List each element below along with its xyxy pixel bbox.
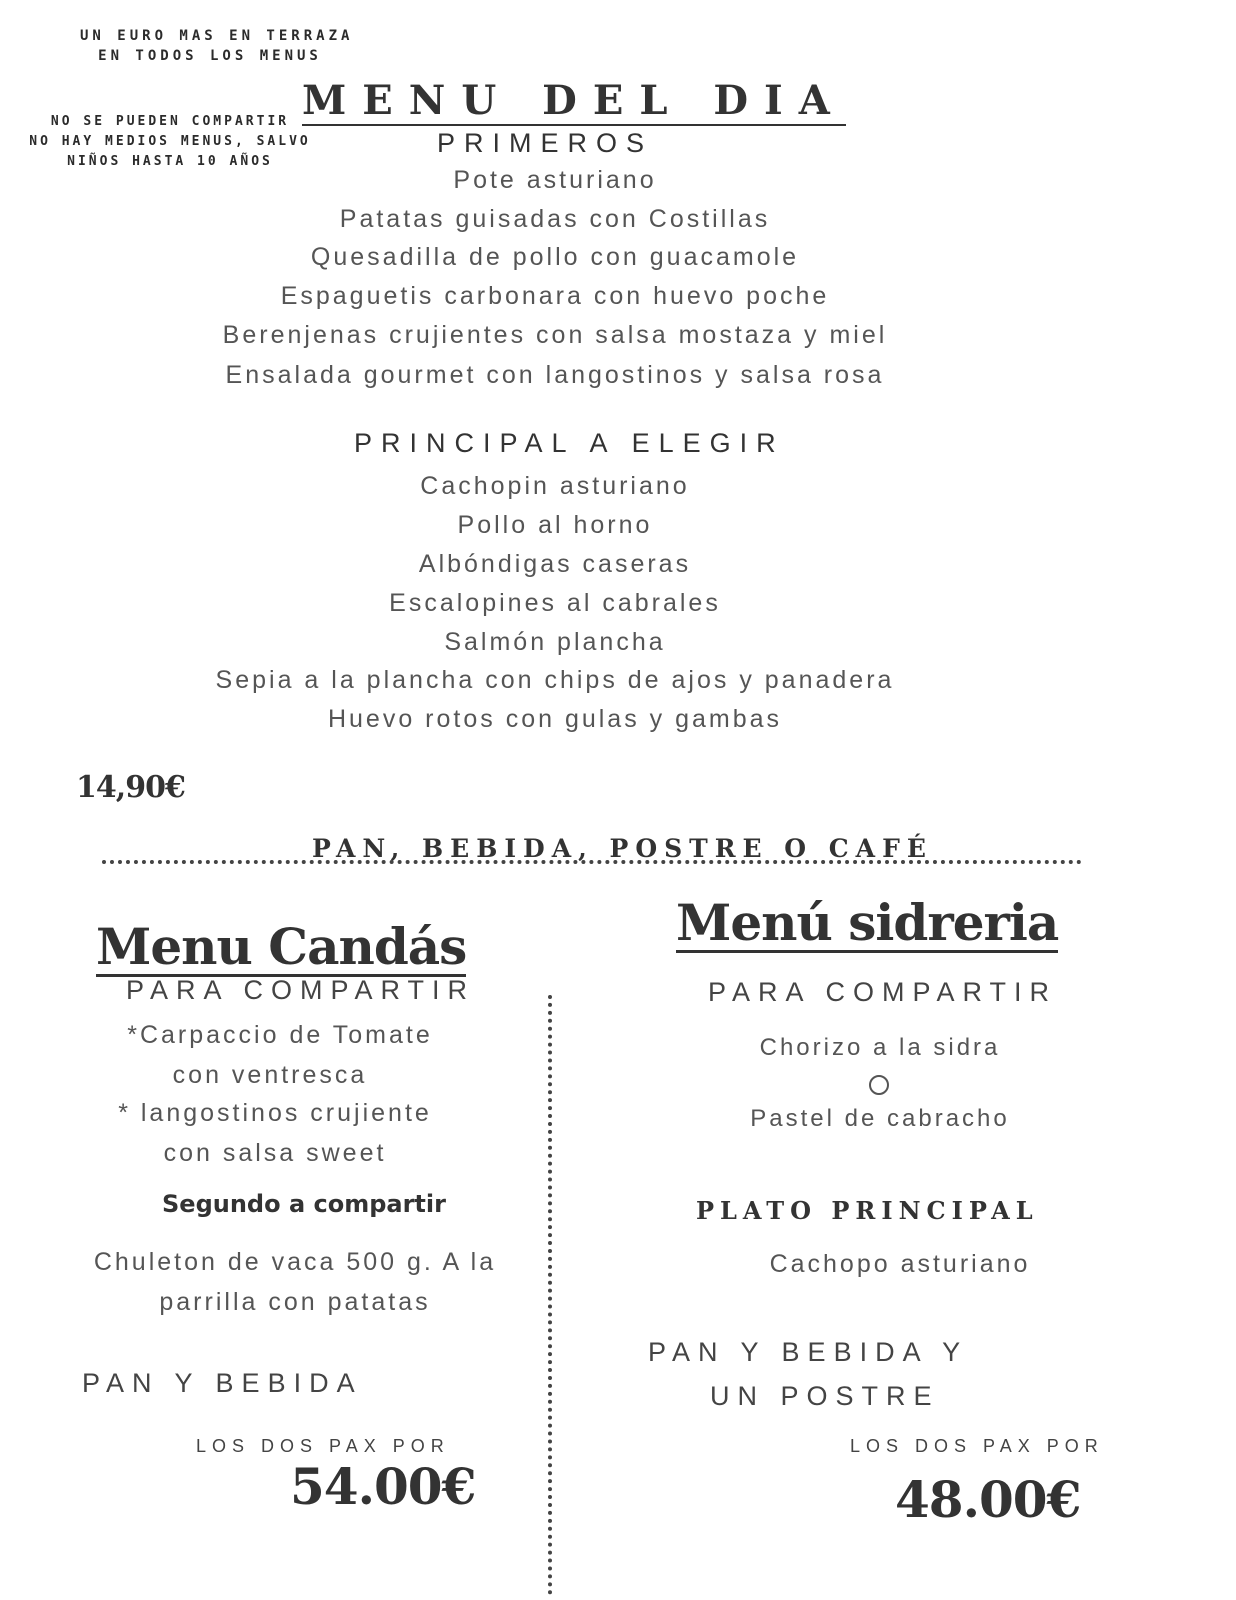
sidreria-option-1: Chorizo a la sidra — [759, 1034, 1001, 1061]
primeros-item-5: Berenjenas crujientes con salsa mostaza y miel — [222, 321, 888, 349]
primeros-item-4: Espaguetis carbonara con huevo poche — [280, 282, 830, 310]
terraza-note — [80, 26, 354, 66]
principal-item-7: Huevo rotos con gulas y gambas — [327, 705, 783, 733]
principal-item-5: Salmón plancha — [444, 628, 666, 656]
sidreria-main-heading: PLATO PRINCIPAL — [696, 1196, 1039, 1225]
candas-per-label: LOS DOS PAX POR — [196, 1436, 450, 1456]
sharing-note-line3: NIÑOS HASTA 10 AÑOS — [67, 154, 273, 169]
candas-second-item-1: Chuleton de vaca 500 g. A la — [93, 1248, 497, 1276]
candas-second-item-2: parrilla con patatas — [159, 1288, 431, 1316]
primeros-item-1: Pote asturiano — [453, 166, 657, 194]
sidreria-includes-line2: UN POSTRE — [710, 1381, 940, 1411]
principal-item-3: Albóndigas caseras — [418, 550, 692, 578]
sharing-note — [20, 112, 320, 172]
sidreria-per-label: LOS DOS PAX POR — [850, 1436, 1104, 1456]
candas-share-item-3: * langostinos crujiente — [118, 1099, 432, 1127]
candas-share-item-2: con ventresca — [172, 1061, 368, 1089]
sharing-note-line2: NO HAY MEDIOS MENUS, SALVO — [29, 134, 311, 149]
sidreria-price: 48.00€ — [895, 1470, 1081, 1529]
principal-heading: PRINCIPAL A ELEGIR — [354, 428, 785, 458]
menu-sidreria-title: Menú sidreria — [676, 893, 1059, 952]
menu-candas-title: Menu Candás — [96, 917, 467, 976]
candas-includes: PAN Y BEBIDA — [82, 1368, 363, 1398]
section-divider-vertical — [548, 995, 552, 1595]
candas-second-heading: Segundo a compartir — [162, 1190, 446, 1218]
primeros-item-2: Patatas guisadas con Costillas — [339, 205, 771, 233]
menu-del-dia-includes: PAN, BEBIDA, POSTRE O CAFÉ — [312, 834, 933, 863]
candas-share-item-4: con salsa sweet — [163, 1139, 387, 1167]
primeros-item-3: Quesadilla de pollo con guacamole — [310, 243, 800, 271]
terraza-note-line2: EN TODOS LOS MENUS — [98, 48, 322, 64]
sidreria-share-heading: PARA COMPARTIR — [708, 977, 1058, 1007]
sidreria-main-item: Cachopo asturiano — [769, 1250, 1031, 1278]
principal-item-1: Cachopin asturiano — [420, 472, 690, 500]
candas-price: 54.00€ — [290, 1457, 476, 1516]
principal-item-4: Escalopines al cabrales — [389, 589, 721, 617]
candas-share-item-1: *Carpaccio de Tomate — [127, 1021, 433, 1049]
candas-share-heading: PARA COMPARTIR — [126, 975, 476, 1005]
section-divider-horizontal — [102, 860, 1082, 864]
principal-item-2: Pollo al horno — [457, 511, 653, 539]
sidreria-option-2: Pastel de cabracho — [750, 1105, 1010, 1132]
menu-del-dia-title: MENU DEL DIA — [302, 77, 846, 124]
terraza-note-line1: UN EURO MAS EN TERRAZA — [80, 28, 354, 44]
primeros-item-6: Ensalada gourmet con langostinos y salsa rosa — [225, 361, 885, 389]
primeros-heading: PRIMEROS — [437, 128, 654, 158]
sidreria-includes-line1: PAN Y BEBIDA Y — [648, 1337, 969, 1367]
or-separator-icon — [869, 1075, 889, 1095]
principal-item-6: Sepia a la plancha con chips de ajos y panadera — [215, 666, 895, 694]
sharing-note-line1: NO SE PUEDEN COMPARTIR — [50, 114, 290, 129]
menu-del-dia-price: 14,90€ — [76, 770, 185, 805]
